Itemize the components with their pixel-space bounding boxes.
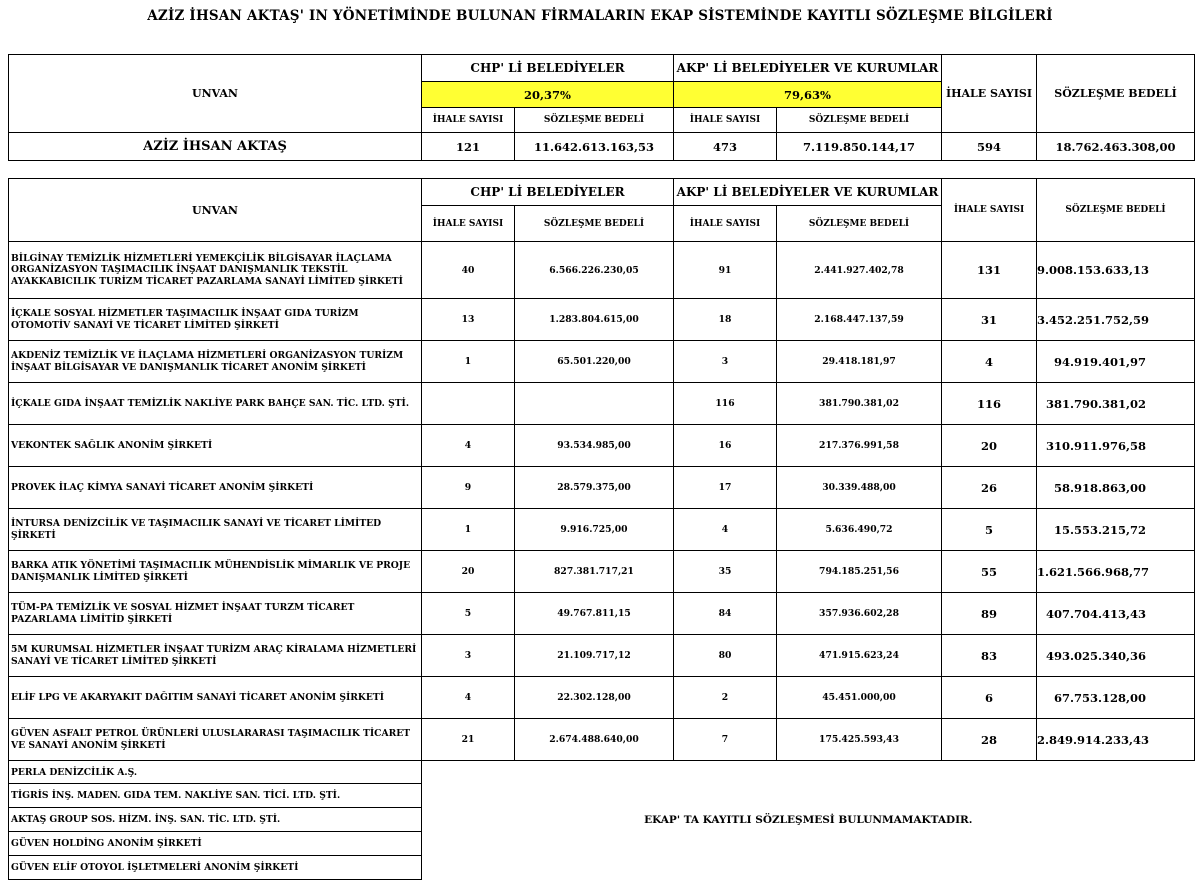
summary-akp-ihale-subheader: İHALE SAYISI: [674, 108, 777, 133]
chp-ihale: 40: [422, 242, 515, 299]
firm-name: GÜVEN ASFALT PETROL ÜRÜNLERİ ULUSLARARASI TAŞIMACILIK TİCARET VE SANAYİ ANONİM ŞİRKETİ: [9, 719, 422, 761]
no-record-firm: GÜVEN HOLDİNG ANONİM ŞİRKETİ: [9, 832, 422, 856]
summary-akp-header: AKP' Lİ BELEDİYELER VE KURUMLAR: [674, 55, 942, 82]
akp-bedel: 794.185.251,56: [777, 551, 942, 593]
summary-chp-header: CHP' Lİ BELEDİYELER: [422, 55, 674, 82]
chp-ihale: 1: [422, 509, 515, 551]
akp-bedel: 381.790.381,02: [777, 383, 942, 425]
akp-ihale: 4: [674, 509, 777, 551]
summary-ihale-sayisi-header: İHALE SAYISI: [942, 55, 1037, 133]
total-bedel: 381.790.381,02: [1037, 383, 1195, 425]
no-record-message: EKAP' TA KAYITLI SÖZLEŞMESİ BULUNMAMAKTADIR.: [422, 761, 1195, 880]
table-row: [9, 593, 1195, 635]
total-bedel: 15.553.215,72: [1037, 509, 1195, 551]
chp-bedel: 65.501.220,00: [515, 341, 674, 383]
akp-ihale: 7: [674, 719, 777, 761]
firm-name: 5M KURUMSAL HİZMETLER İNŞAAT TURİZM ARAÇ KİRALAMA HİZMETLERİ SANAYİ VE TİCARET LİMİTED ŞİRKETİ: [9, 635, 422, 677]
chp-ihale: [422, 383, 515, 425]
akp-bedel: 29.418.181,97: [777, 341, 942, 383]
summary-chp-sozlesme-subheader: SÖZLEŞME BEDELİ: [515, 108, 674, 133]
summary-akp-percent: 79,63%: [674, 82, 942, 108]
firms-table: [8, 178, 1195, 880]
no-record-firm: TİGRİS İNŞ. MADEN. GIDA TEM. NAKLİYE SAN. TİCİ. LTD. ŞTİ.: [9, 784, 422, 808]
akp-ihale: 84: [674, 593, 777, 635]
firm-name: VEKONTEK SAĞLIK ANONİM ŞİRKETİ: [9, 425, 422, 467]
summary-name: AZİZ İHSAN AKTAŞ: [9, 133, 422, 161]
akp-ihale: 17: [674, 467, 777, 509]
akp-ihale: 3: [674, 341, 777, 383]
summary-row: [9, 133, 1195, 161]
akp-bedel: 175.425.593,43: [777, 719, 942, 761]
total-ihale: 116: [942, 383, 1037, 425]
total-ihale: 5: [942, 509, 1037, 551]
page-title: AZİZ İHSAN AKTAŞ' IN YÖNETİMİNDE BULUNAN FİRMALARIN EKAP SİSTEMİNDE KAYITLI SÖZLEŞME BİLGİLERİ: [147, 8, 1053, 24]
chp-bedel: [515, 383, 674, 425]
akp-ihale: 116: [674, 383, 777, 425]
chp-ihale: 13: [422, 299, 515, 341]
akp-ihale: 35: [674, 551, 777, 593]
total-bedel: 407.704.413,43: [1037, 593, 1195, 635]
main-chp-ihale-subheader: İHALE SAYISI: [422, 206, 515, 242]
main-chp-sozlesme-subheader: SÖZLEŞME BEDELİ: [515, 206, 674, 242]
table-row: [9, 425, 1195, 467]
table-row: [9, 467, 1195, 509]
table-row: [9, 719, 1195, 761]
chp-bedel: 1.283.804.615,00: [515, 299, 674, 341]
total-bedel: 2.849.914.233,43: [1037, 719, 1195, 761]
firm-rows: [9, 242, 1195, 880]
total-ihale: 20: [942, 425, 1037, 467]
akp-ihale: 18: [674, 299, 777, 341]
chp-bedel: 2.674.488.640,00: [515, 719, 674, 761]
summary-sozlesme-bedeli-header: SÖZLEŞME BEDELİ: [1037, 55, 1195, 133]
chp-ihale: 5: [422, 593, 515, 635]
firm-name: TÜM-PA TEMİZLİK VE SOSYAL HİZMET İNŞAAT TURZM TİCARET PAZARLAMA LİMİTİD ŞİRKETİ: [9, 593, 422, 635]
summary-table: [8, 54, 1195, 161]
chp-bedel: 827.381.717,21: [515, 551, 674, 593]
total-ihale: 131: [942, 242, 1037, 299]
akp-ihale: 80: [674, 635, 777, 677]
total-ihale: 83: [942, 635, 1037, 677]
table-row: [9, 341, 1195, 383]
summary-chp-percent: 20,37%: [422, 82, 674, 108]
chp-bedel: 49.767.811,15: [515, 593, 674, 635]
main-ihale-sayisi-header: İHALE SAYISI: [942, 179, 1037, 242]
total-ihale: 31: [942, 299, 1037, 341]
total-bedel: 58.918.863,00: [1037, 467, 1195, 509]
summary-akp-bedel: 7.119.850.144,17: [777, 133, 942, 161]
akp-bedel: 357.936.602,28: [777, 593, 942, 635]
total-ihale: 89: [942, 593, 1037, 635]
chp-ihale: 20: [422, 551, 515, 593]
firm-name: İÇKALE GIDA İNŞAAT TEMİZLİK NAKLİYE PARK BAHÇE SAN. TİC. LTD. ŞTİ.: [9, 383, 422, 425]
summary-total-bedel: 18.762.463.308,00: [1037, 133, 1195, 161]
total-ihale: 55: [942, 551, 1037, 593]
total-bedel: 9.008.153.633,13: [1037, 242, 1195, 299]
main-akp-header: AKP' Lİ BELEDİYELER VE KURUMLAR: [674, 179, 942, 206]
no-record-firm: AKTAŞ GROUP SOS. HİZM. İNŞ. SAN. TİC. LTD. ŞTİ.: [9, 808, 422, 832]
akp-ihale: 16: [674, 425, 777, 467]
chp-ihale: 4: [422, 425, 515, 467]
akp-bedel: 5.636.490,72: [777, 509, 942, 551]
total-bedel: 1.621.566.968,77: [1037, 551, 1195, 593]
total-bedel: 67.753.128,00: [1037, 677, 1195, 719]
chp-ihale: 21: [422, 719, 515, 761]
chp-ihale: 9: [422, 467, 515, 509]
table-row: [9, 509, 1195, 551]
total-ihale: 28: [942, 719, 1037, 761]
total-bedel: 94.919.401,97: [1037, 341, 1195, 383]
total-bedel: 3.452.251.752,59: [1037, 299, 1195, 341]
firm-name: BARKA ATIK YÖNETİMİ TAŞIMACILIK MÜHENDİSLİK MİMARLIK VE PROJE DANIŞMANLIK LİMİTED ŞİRKETİ: [9, 551, 422, 593]
main-akp-ihale-subheader: İHALE SAYISI: [674, 206, 777, 242]
firm-name: İNTURSA DENİZCİLİK VE TAŞIMACILIK SANAYİ VE TİCARET LİMİTED ŞİRKETİ: [9, 509, 422, 551]
akp-bedel: 45.451.000,00: [777, 677, 942, 719]
firm-name: AKDENİZ TEMİZLİK VE İLAÇLAMA HİZMETLERİ ORGANİZASYON TURİZM İNŞAAT BİLGİSAYAR VE DANIŞMANLIK TİCARET ANONİM ŞİRKETİ: [9, 341, 422, 383]
no-record-firm: GÜVEN ELİF OTOYOL İŞLETMELERİ ANONİM ŞİRKETİ: [9, 856, 422, 880]
akp-bedel: 2.441.927.402,78: [777, 242, 942, 299]
firm-name: ELİF LPG VE AKARYAKIT DAĞITIM SANAYİ TİCARET ANONİM ŞİRKETİ: [9, 677, 422, 719]
firm-name: PROVEK İLAÇ KİMYA SANAYİ TİCARET ANONİM ŞİRKETİ: [9, 467, 422, 509]
chp-bedel: 22.302.128,00: [515, 677, 674, 719]
chp-ihale: 4: [422, 677, 515, 719]
summary-chp-ihale-subheader: İHALE SAYISI: [422, 108, 515, 133]
main-akp-sozlesme-subheader: SÖZLEŞME BEDELİ: [777, 206, 942, 242]
akp-bedel: 217.376.991,58: [777, 425, 942, 467]
main-sozlesme-bedeli-header: SÖZLEŞME BEDELİ: [1037, 179, 1195, 242]
no-record-firm: PERLA DENİZCİLİK A.Ş.: [9, 761, 422, 784]
firm-name: BİLGİNAY TEMİZLİK HİZMETLERİ YEMEKÇİLİK BİLGİSAYAR İLAÇLAMA ORGANİZASYON TAŞIMACILIK İNŞAAT DANIŞMANLIK TEKSTİL AYAKKABICILIK TURİZM TİCARET PAZARLAMA SANAYİ LİMİTED ŞİRKETİ: [9, 242, 422, 299]
total-ihale: 4: [942, 341, 1037, 383]
summary-unvan-header: UNVAN: [9, 55, 422, 133]
firm-name: İÇKALE SOSYAL HİZMETLER TAŞIMACILIK İNŞAAT GIDA TURİZM OTOMOTİV SANAYİ VE TİCARET LİMİTED ŞİRKETİ: [9, 299, 422, 341]
summary-chp-bedel: 11.642.613.163,53: [515, 133, 674, 161]
chp-bedel: 6.566.226.230,05: [515, 242, 674, 299]
summary-akp-sozlesme-subheader: SÖZLEŞME BEDELİ: [777, 108, 942, 133]
summary-total-ihale: 594: [942, 133, 1037, 161]
akp-ihale: 91: [674, 242, 777, 299]
main-chp-header: CHP' Lİ BELEDİYELER: [422, 179, 674, 206]
chp-bedel: 28.579.375,00: [515, 467, 674, 509]
chp-ihale: 1: [422, 341, 515, 383]
table-row: [9, 551, 1195, 593]
no-record-row: [9, 761, 1195, 784]
table-row: [9, 677, 1195, 719]
main-unvan-header: UNVAN: [9, 179, 422, 242]
total-ihale: 26: [942, 467, 1037, 509]
chp-bedel: 93.534.985,00: [515, 425, 674, 467]
total-bedel: 493.025.340,36: [1037, 635, 1195, 677]
chp-ihale: 3: [422, 635, 515, 677]
akp-ihale: 2: [674, 677, 777, 719]
table-row: [9, 299, 1195, 341]
akp-bedel: 471.915.623,24: [777, 635, 942, 677]
table-row: [9, 242, 1195, 299]
total-ihale: 6: [942, 677, 1037, 719]
chp-bedel: 9.916.725,00: [515, 509, 674, 551]
total-bedel: 310.911.976,58: [1037, 425, 1195, 467]
table-row: [9, 635, 1195, 677]
akp-bedel: 30.339.488,00: [777, 467, 942, 509]
summary-akp-ihale: 473: [674, 133, 777, 161]
table-row: [9, 383, 1195, 425]
akp-bedel: 2.168.447.137,59: [777, 299, 942, 341]
summary-chp-ihale: 121: [422, 133, 515, 161]
chp-bedel: 21.109.717,12: [515, 635, 674, 677]
